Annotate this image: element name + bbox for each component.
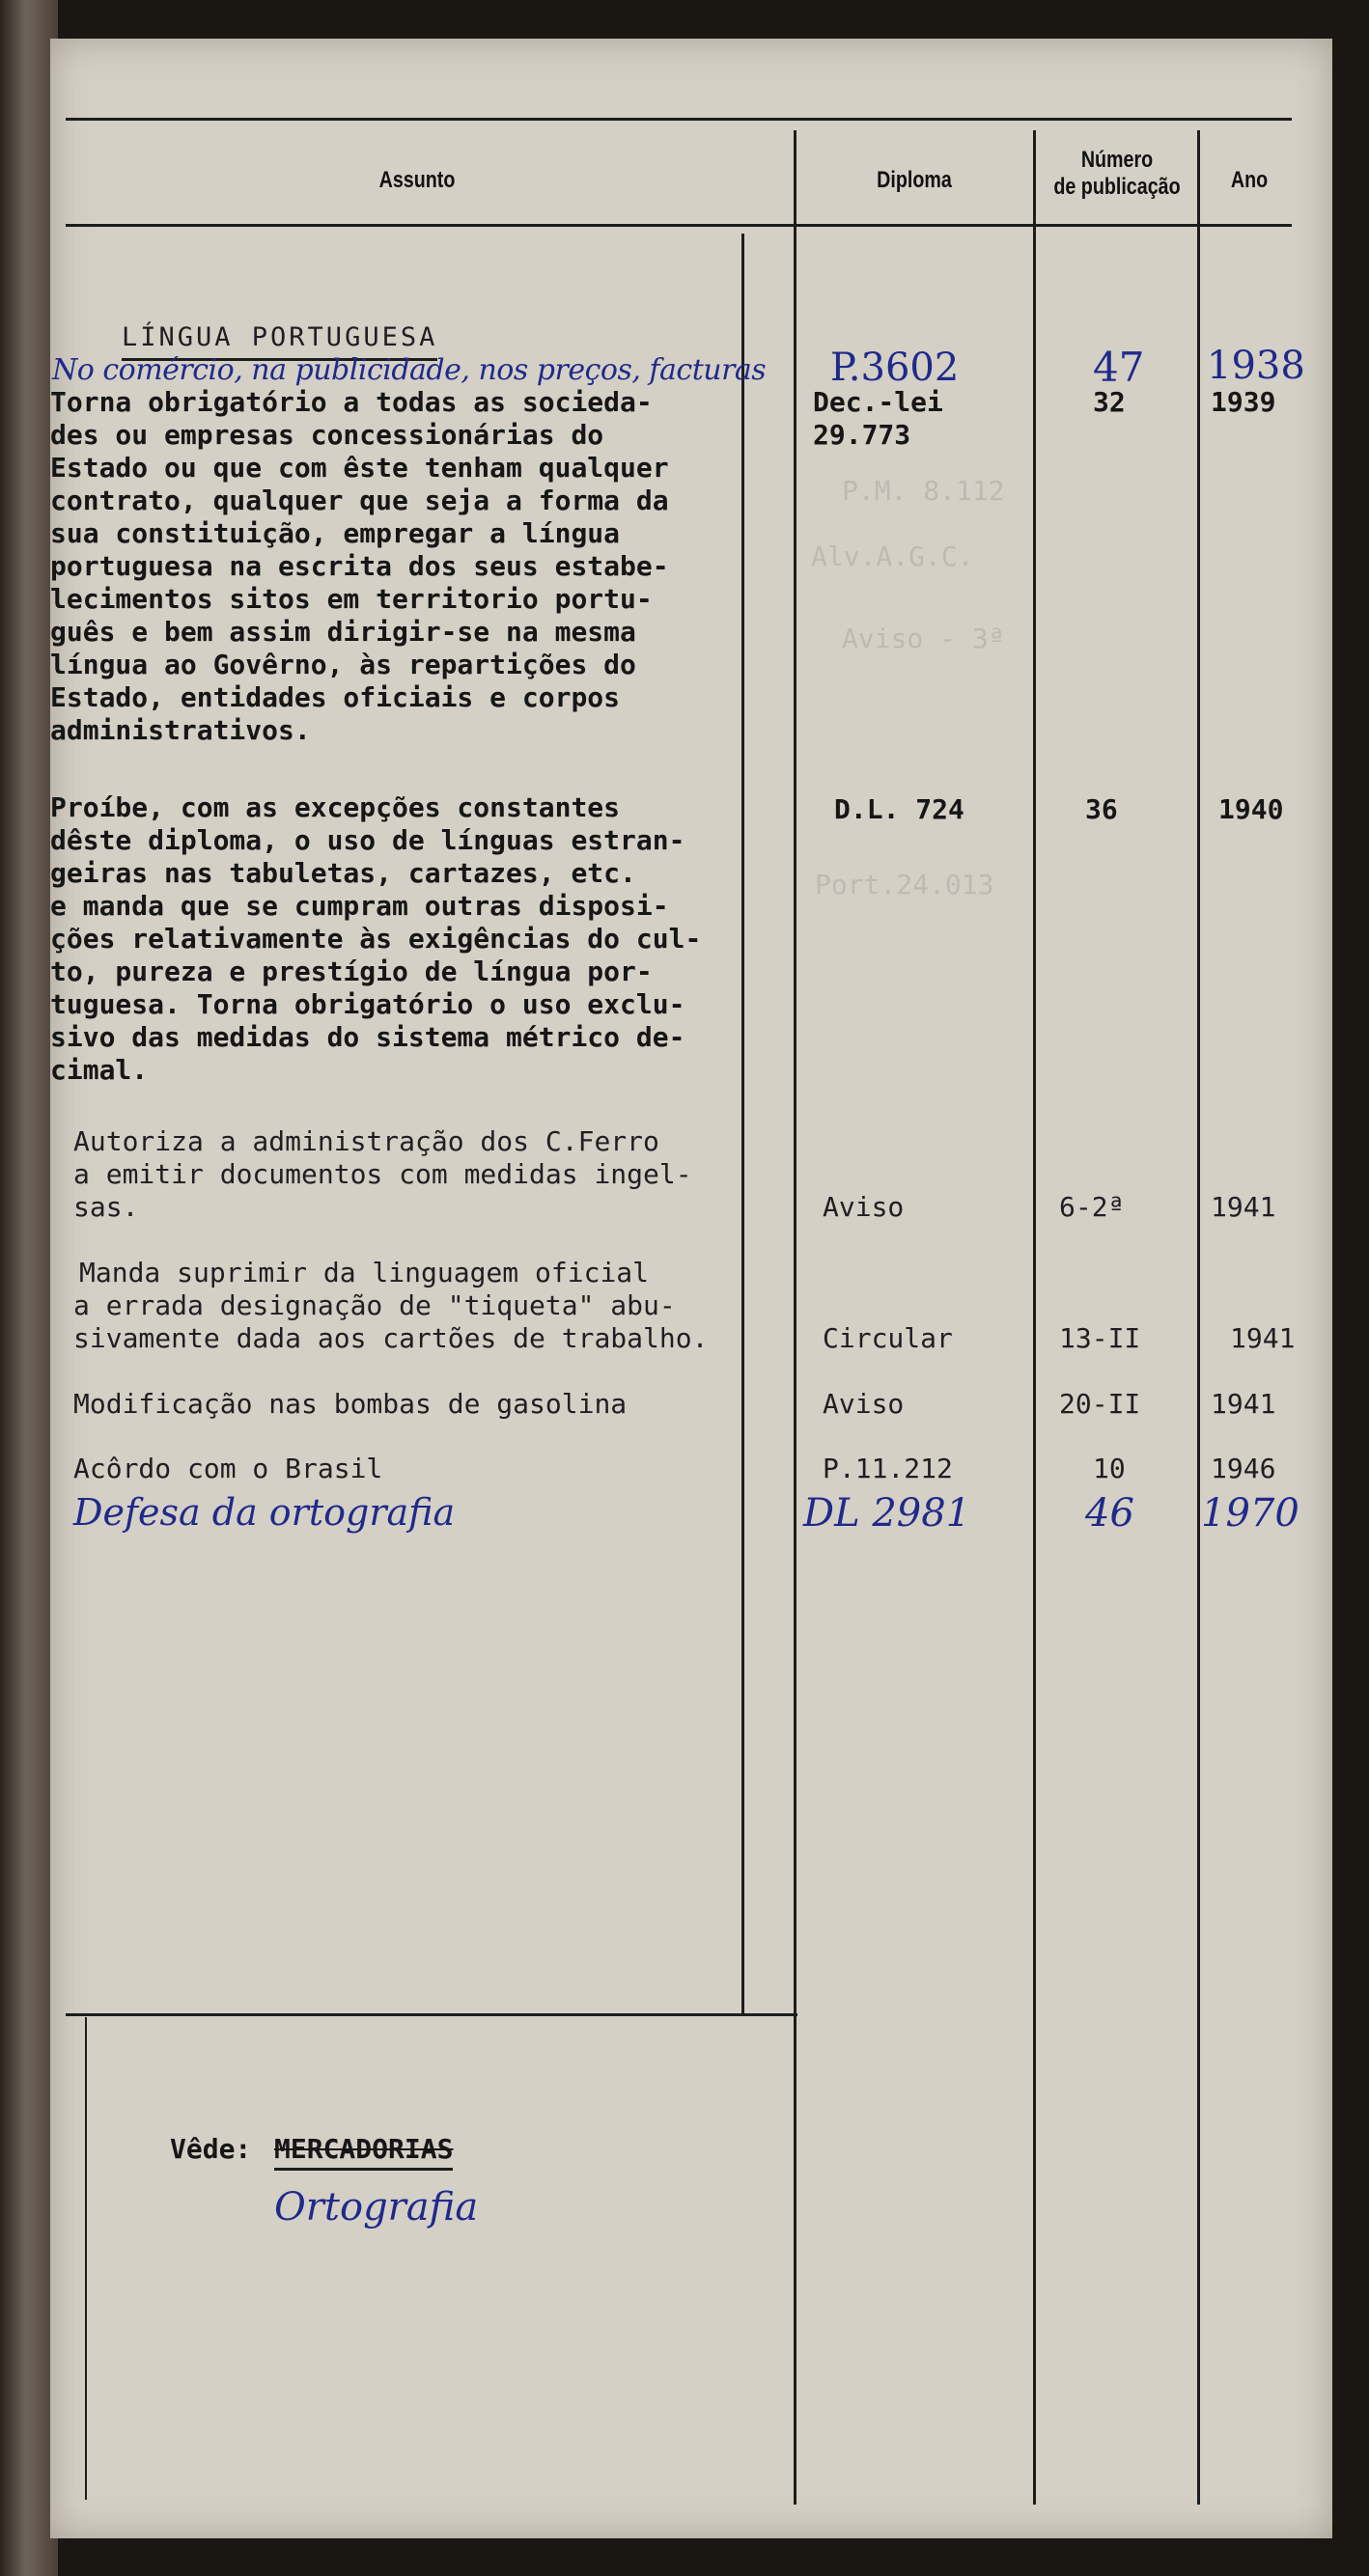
entry-4-ano: 1941	[1230, 1322, 1296, 1354]
entry-1-ano-hand: 1938	[1207, 344, 1305, 388]
entry-line: tuguesa. Torna obrigatório o uso exclu-	[50, 988, 685, 1020]
ghost-text: Aviso - 3ª	[842, 623, 1005, 654]
entry-line: sivo das medidas do sistema métrico de-	[50, 1021, 685, 1053]
col-divider-numero	[1033, 130, 1036, 2505]
entry-line: contrato, qualquer que seja a forma da	[50, 485, 669, 516]
left-margin-line	[85, 2017, 87, 2500]
ghost-text: P.M. 8.112	[842, 475, 1005, 507]
entry-line: ções relativamente às exigências do cul-	[50, 923, 702, 955]
header-assunto: Assunto	[378, 167, 456, 193]
entry-3-diploma: Aviso	[823, 1191, 905, 1223]
entry-line: des ou empresas concessionárias do	[50, 419, 604, 451]
vede-reference: MERCADORIAS	[274, 2133, 453, 2171]
entry-line: cimal.	[50, 1054, 149, 1086]
ghost-text: Alv.A.G.C.	[811, 540, 974, 572]
entry-line: língua ao Govêrno, às repartições do	[50, 649, 636, 680]
entry-line: sas.	[73, 1191, 139, 1223]
entry-2-numero: 36	[1085, 793, 1118, 825]
index-card	[50, 39, 1332, 2538]
vede-label: Vêde:	[170, 2133, 252, 2165]
entry-2-diploma: D.L. 724	[834, 793, 964, 825]
entry-line: Estado ou que com êste tenham qualquer	[50, 452, 669, 484]
handwritten-note: No comércio, na publicidade, nos preços, facturas	[52, 353, 767, 387]
entry-line: to, pureza e prestígio de língua por-	[50, 956, 653, 987]
header-rule	[66, 224, 1292, 227]
entry-5-diploma: Aviso	[823, 1388, 905, 1420]
entry-7-text: Defesa da ortografia	[73, 1491, 456, 1534]
entry-6-text: Acôrdo com o Brasil	[73, 1453, 383, 1484]
top-rule	[66, 118, 1292, 121]
entry-1-ano: 1939	[1211, 386, 1276, 418]
col-divider-inner	[741, 234, 744, 2014]
entry-line: geiras nas tabuletas, cartazes, etc.	[50, 857, 636, 889]
entry-3-numero: 6-2ª	[1059, 1191, 1125, 1223]
entry-line: e manda que se cumpram outras disposi-	[50, 890, 669, 922]
entry-line: sua constituição, empregar a língua	[50, 517, 621, 549]
entry-6-numero: 10	[1093, 1453, 1126, 1484]
entry-line: Estado, entidades oficiais e corpos	[50, 681, 621, 713]
ghost-text: Port.24.013	[815, 869, 994, 900]
book-binding	[0, 0, 58, 2576]
entry-1-diploma-hand: P.3602	[830, 346, 960, 390]
entry-4-numero: 13-II	[1059, 1322, 1141, 1354]
entry-line: a emitir documentos com medidas ingel-	[73, 1158, 692, 1190]
entry-line: Autoriza a administração dos C.Ferro	[73, 1125, 659, 1157]
header-diploma: Diploma	[877, 167, 952, 193]
entry-line: sivamente dada aos cartões de trabalho.	[73, 1322, 709, 1354]
entry-line: a errada designação de "tiqueta" abu-	[73, 1289, 676, 1321]
vede-handwritten-reference: Ortografia	[274, 2185, 479, 2230]
entry-5-text: Modificação nas bombas de gasolina	[73, 1388, 628, 1420]
entry-7-ano: 1970	[1201, 1491, 1299, 1536]
entry-line: dêste diploma, o uso de línguas estran-	[50, 824, 685, 856]
entry-1-numero-hand: 47	[1093, 344, 1145, 391]
entry-2-ano: 1940	[1218, 793, 1284, 825]
entry-6-ano: 1946	[1211, 1453, 1276, 1484]
entry-line: Proíbe, com as excepções constantes	[50, 791, 621, 823]
entry-5-numero: 20-II	[1059, 1388, 1141, 1420]
header-numero: Número de publicação	[1053, 147, 1181, 200]
entry-1-diploma: Dec.-lei 29.773	[813, 386, 943, 451]
entry-1-numero: 32	[1093, 386, 1126, 418]
entry-line: administrativos.	[50, 714, 311, 746]
col-divider-ano	[1197, 130, 1200, 2505]
footer-rule	[66, 2013, 797, 2016]
header-ano: Ano	[1230, 167, 1269, 193]
entry-5-ano: 1941	[1211, 1388, 1276, 1420]
section-title: LÍNGUA PORTUGUESA	[122, 321, 437, 361]
entry-6-diploma: P.11.212	[823, 1453, 953, 1484]
entry-7-diploma: DL 2981	[803, 1491, 971, 1536]
entry-7-numero: 46	[1085, 1491, 1134, 1536]
col-divider-diploma	[794, 130, 796, 2505]
entry-line: Manda suprimir da linguagem oficial	[79, 1257, 650, 1288]
entry-3-ano: 1941	[1211, 1191, 1276, 1223]
entry-line: guês e bem assim dirigir-se na mesma	[50, 616, 636, 648]
entry-line: portuguesa na escrita dos seus estabe-	[50, 550, 669, 582]
entry-4-diploma: Circular	[823, 1322, 953, 1354]
entry-line: Torna obrigatório a todas as socieda-	[50, 386, 653, 418]
entry-line: lecimentos sitos em territorio portu-	[50, 583, 653, 615]
